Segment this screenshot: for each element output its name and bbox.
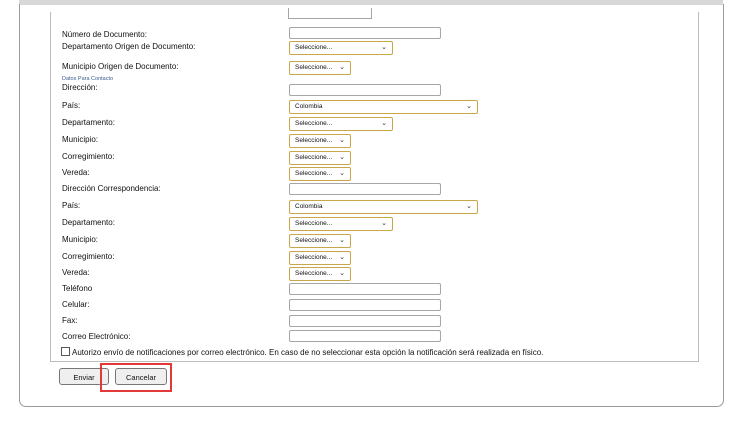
numero-documento-label: Número de Documento: <box>62 30 147 39</box>
chevron-down-icon: ⌄ <box>339 270 345 277</box>
numero-documento-input[interactable] <box>289 27 441 39</box>
corregimiento-select[interactable] <box>289 151 351 165</box>
corregimiento2-label: Corregimiento: <box>62 252 115 261</box>
municipio-origen-select[interactable] <box>289 61 351 75</box>
vereda-value: Seleccione... <box>295 170 333 177</box>
departamento-value: Seleccione... <box>295 120 333 127</box>
correo-input[interactable] <box>289 330 441 342</box>
pais2-value: Colombia <box>295 203 323 210</box>
consent-label: Autorizo envío de notificaciones por correo electrónico. En caso de no seleccionar esta opción la notificación será realizada en físico. <box>72 348 544 357</box>
chevron-down-icon: ⌄ <box>381 120 387 127</box>
chevron-down-icon: ⌄ <box>339 170 345 177</box>
cut-off-input-field[interactable] <box>288 8 372 19</box>
direccion-input[interactable] <box>289 84 441 96</box>
vereda2-select[interactable] <box>289 267 351 281</box>
chevron-down-icon: ⌄ <box>339 137 345 144</box>
chevron-down-icon: ⌄ <box>339 154 345 161</box>
cancelar-highlight-box <box>100 363 172 392</box>
fax-input[interactable] <box>289 315 441 327</box>
celular-input[interactable] <box>289 299 441 311</box>
corregimiento2-value: Seleccione... <box>295 254 333 261</box>
pais-select[interactable] <box>289 100 478 114</box>
direccion-correspondencia-input[interactable] <box>289 183 441 195</box>
chevron-down-icon: ⌄ <box>381 44 387 51</box>
direccion-correspondencia-label: Dirección Correspondencia: <box>62 184 161 193</box>
vereda-select[interactable] <box>289 167 351 181</box>
chevron-down-icon: ⌄ <box>466 203 472 210</box>
celular-label: Celular: <box>62 300 90 309</box>
vereda2-value: Seleccione... <box>295 270 333 277</box>
municipio-value: Seleccione... <box>295 137 333 144</box>
chevron-down-icon: ⌄ <box>339 254 345 261</box>
municipio-origen-label: Municipio Origen de Documento: <box>62 62 179 71</box>
pais-value: Colombia <box>295 103 323 110</box>
vereda2-label: Vereda: <box>62 268 90 277</box>
municipio-select[interactable] <box>289 134 351 148</box>
departamento-origen-label: Departamento Origen de Documento: <box>62 42 196 51</box>
correo-label: Correo Electrónico: <box>62 332 131 341</box>
municipio-label: Municipio: <box>62 135 99 144</box>
pais2-select[interactable] <box>289 200 478 214</box>
direccion-label: Dirección: <box>62 83 98 92</box>
fax-label: Fax: <box>62 316 78 325</box>
municipio-origen-value: Seleccione... <box>295 64 333 71</box>
enviar-button[interactable]: Enviar <box>59 368 109 385</box>
departamento2-value: Seleccione... <box>295 220 333 227</box>
chevron-down-icon: ⌄ <box>339 64 345 71</box>
municipio2-select[interactable] <box>289 234 351 248</box>
chevron-down-icon: ⌄ <box>339 237 345 244</box>
departamento-origen-value: Seleccione... <box>295 44 333 51</box>
corregimiento-value: Seleccione... <box>295 154 333 161</box>
departamento2-select[interactable] <box>289 217 393 231</box>
cancelar-button[interactable]: Cancelar <box>115 368 167 385</box>
telefono-label: Teléfono <box>62 284 93 293</box>
departamento-origen-select[interactable] <box>289 41 393 55</box>
pais-label: País: <box>62 101 81 110</box>
consent-checkbox[interactable] <box>61 347 70 356</box>
pais2-label: País: <box>62 201 81 210</box>
municipio2-label: Municipio: <box>62 235 99 244</box>
corregimiento-label: Corregimiento: <box>62 152 115 161</box>
datos-contacto-heading: Datos Para Contacto <box>62 76 114 82</box>
departamento-select[interactable] <box>289 117 393 131</box>
municipio2-value: Seleccione... <box>295 237 333 244</box>
departamento2-label: Departamento: <box>62 218 115 227</box>
consent-row <box>61 347 543 357</box>
chevron-down-icon: ⌄ <box>466 103 472 110</box>
chevron-down-icon: ⌄ <box>381 220 387 227</box>
departamento-label: Departamento: <box>62 118 115 127</box>
corregimiento2-select[interactable] <box>289 251 351 265</box>
telefono-input[interactable] <box>289 283 441 295</box>
vereda-label: Vereda: <box>62 168 90 177</box>
